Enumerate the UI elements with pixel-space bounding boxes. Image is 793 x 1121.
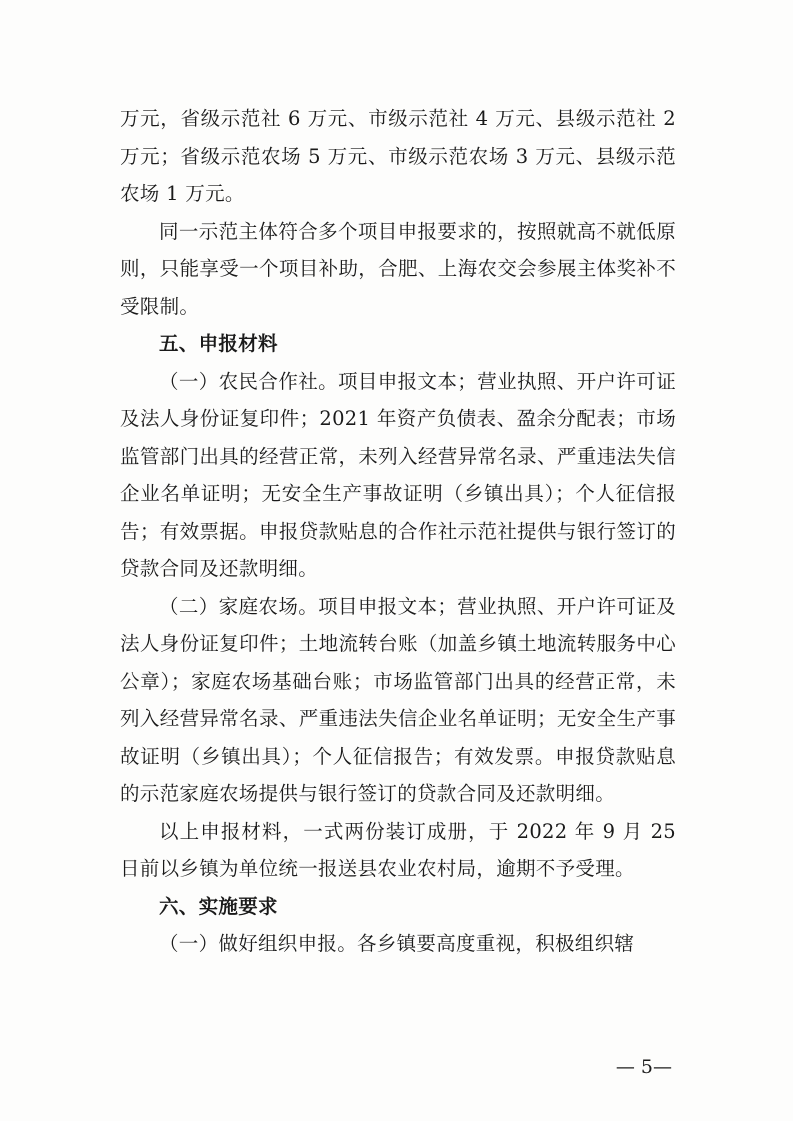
page-number: — 5— bbox=[615, 1056, 672, 1078]
paragraph-submission-deadline: 以上申报材料，一式两份装订成册，于 2022 年 9 月 25 日前以乡镇为单位统一报送县农业农村局，逾期不予受理。 bbox=[120, 819, 676, 880]
paragraph-family-farm-materials: （二）家庭农场。项目申报文本；营业执照、开户许可证及法人身份证复印件；土地流转台账（加盖乡镇土地流转服务中心公章）；家庭农场基础台账；市场监管部门出具的经营正常，未列入经营异常名录、严重违法失信企业名单证明；无安全生产事故证明（乡镇出具）；个人征信报告；有效发票。申报贷款贴息的示范家庭农场提供与银行签订的贷款合同及还款明细。 bbox=[120, 594, 676, 805]
paragraph-organize-application: （一）做好组织申报。各乡镇要高度重视，积极组织辖 bbox=[159, 932, 635, 955]
paragraph-subsidy-amounts: 万元，省级示范社 6 万元、市级示范社 4 万元、县级示范社 2 万元；省级示范农场 5 万元、市级示范农场 3 万元、县级示范农场 1 万元。 bbox=[120, 107, 676, 205]
paragraph-highest-principle: 同一示范主体符合多个项目申报要求的，按照就高不就低原则，只能享受一个项目补助，合肥、上海农交会参展主体奖补不受限制。 bbox=[120, 219, 676, 318]
section-heading-application-materials: 五、申报材料 bbox=[159, 332, 278, 355]
document-body bbox=[120, 100, 676, 963]
paragraph-cooperatives-materials: （一）农民合作社。项目申报文本；营业执照、开户许可证及法人身份证复印件；2021 年资产负债表、盈余分配表；市场监管部门出具的经营正常，未列入经营异常名录、严重违法失信企业名单证明；无安全生产事故证明（乡镇出具）；个人征信报告；有效票据。申报贷款贴息的合作社示范社提供与银行签订的贷款合同及还款明细。 bbox=[120, 369, 676, 580]
section-heading-implementation-requirements: 六、实施要求 bbox=[159, 894, 278, 918]
